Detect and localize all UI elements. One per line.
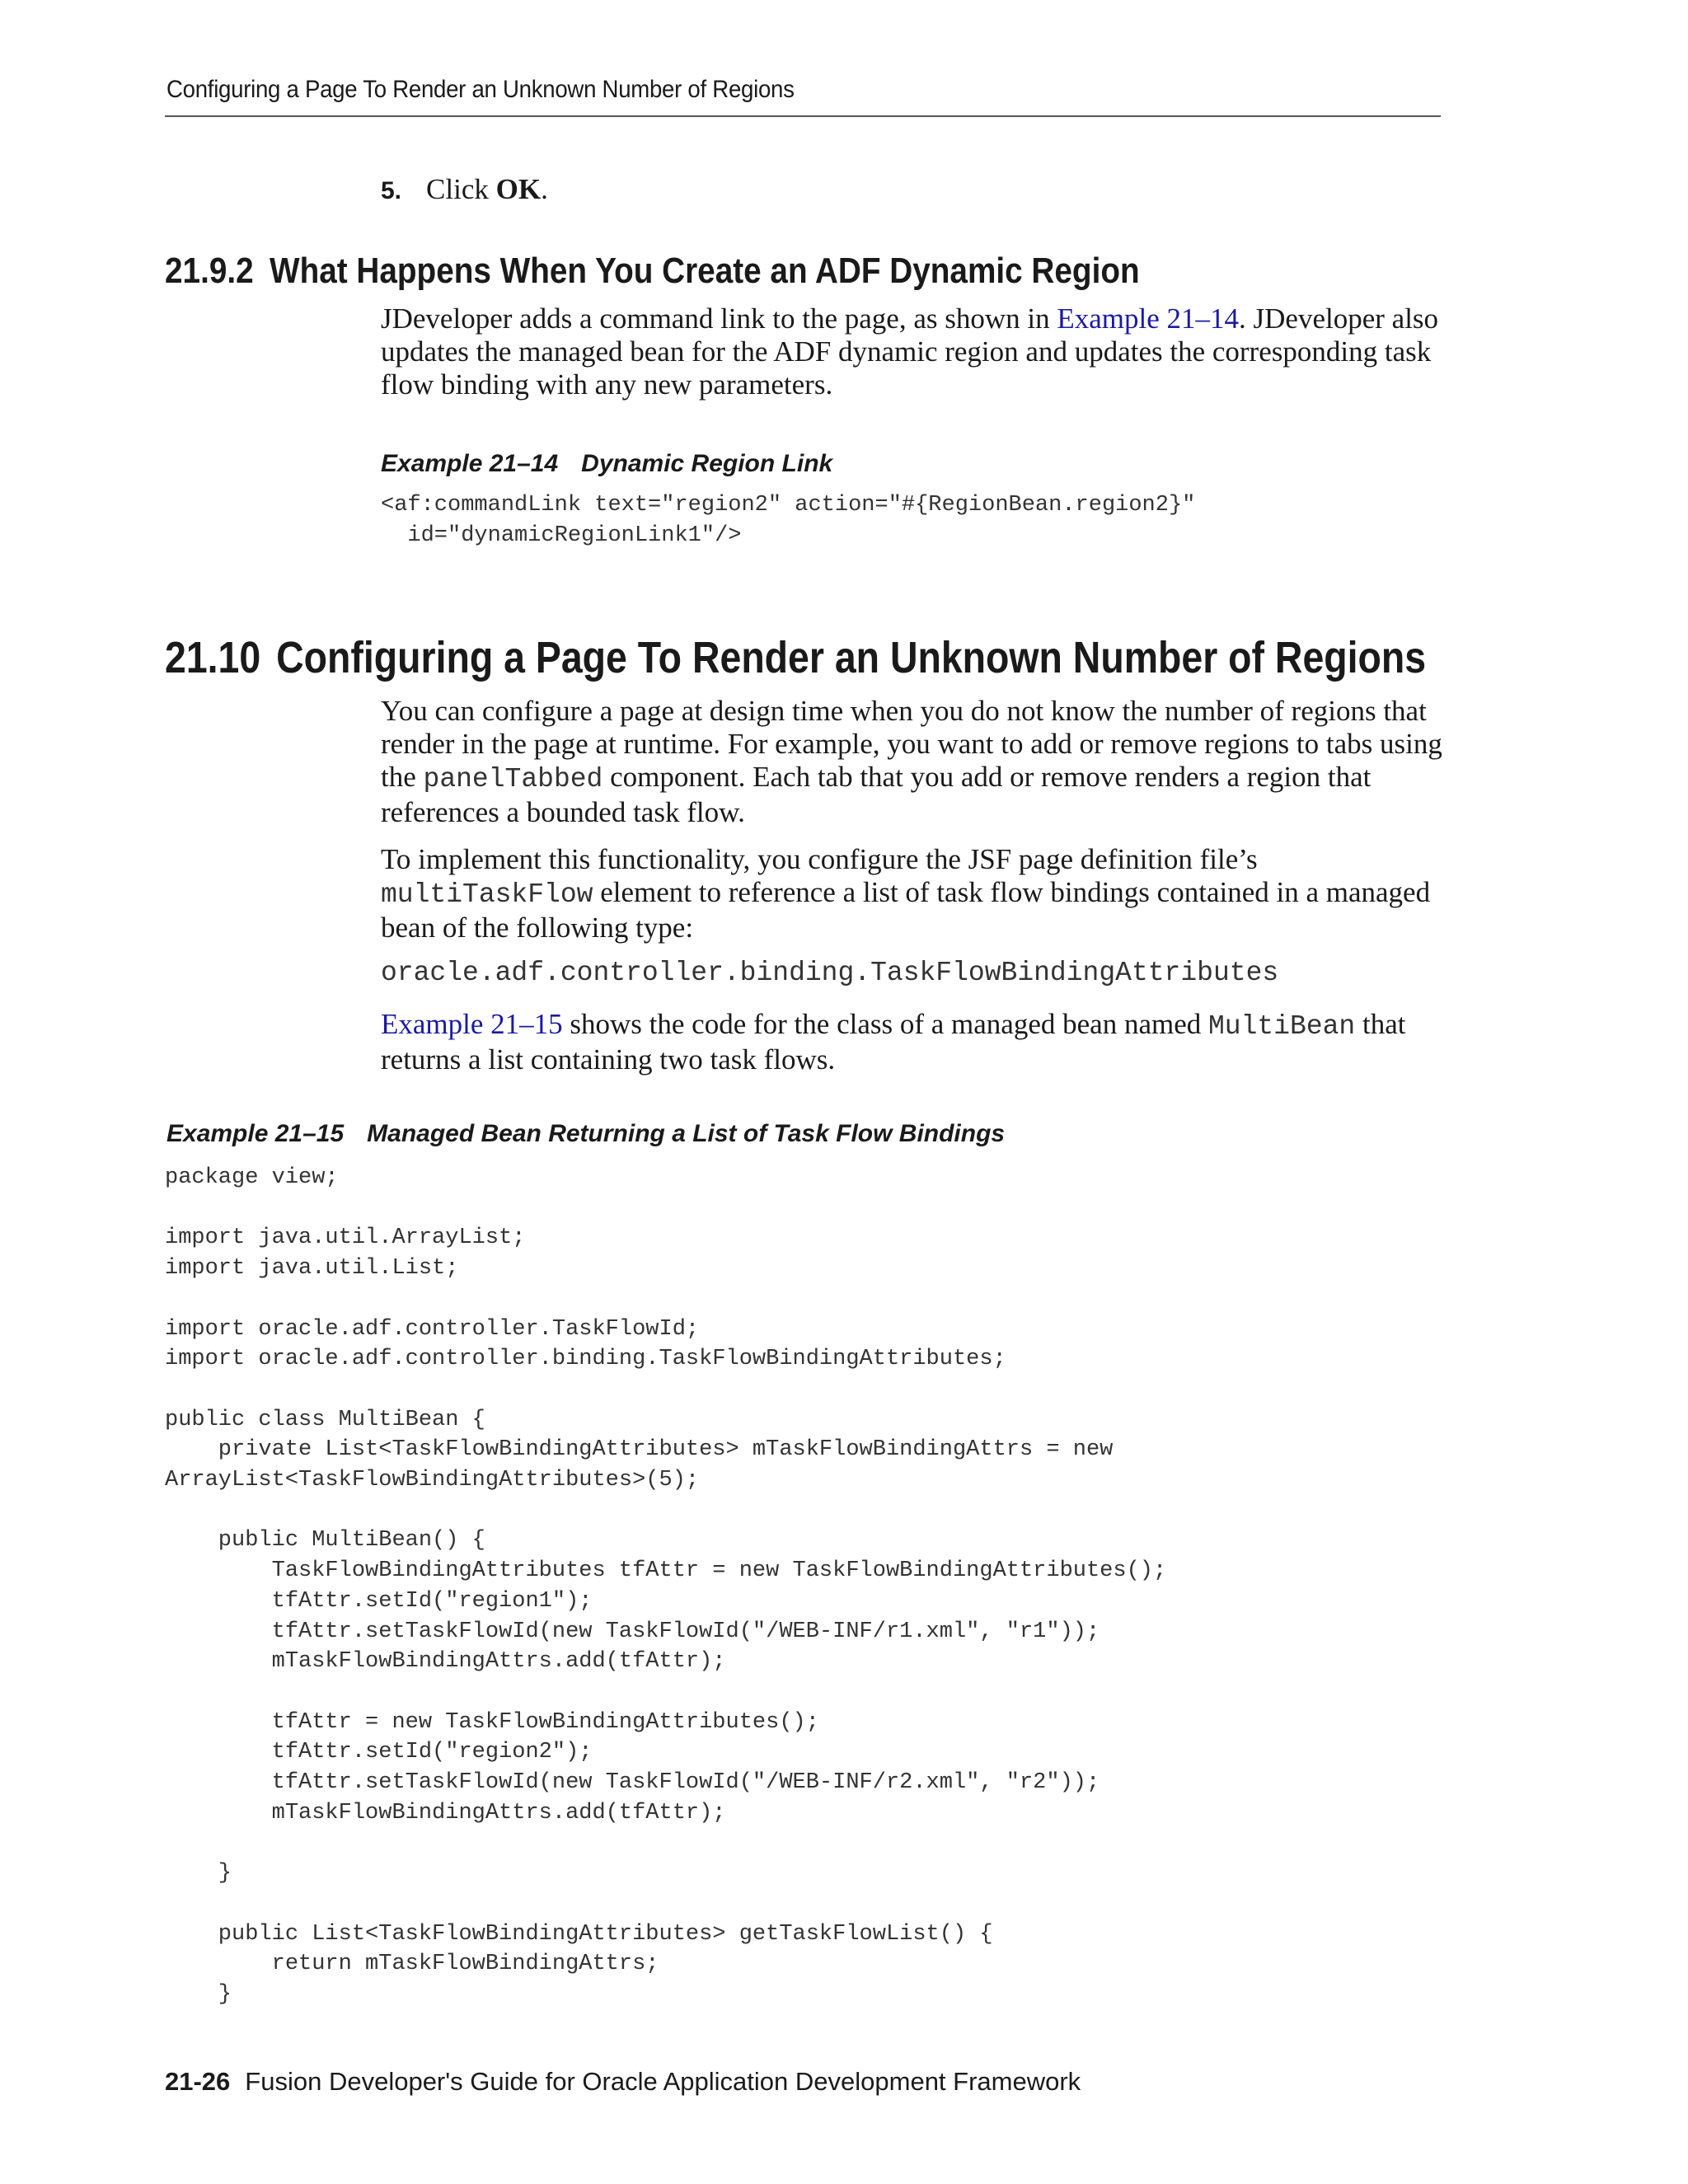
step-5 — [381, 173, 548, 206]
section-title: Configuring a Page To Render an Unknown Number of Regions — [276, 633, 1427, 682]
link-example-21-15[interactable]: Example 21–15 — [381, 1008, 563, 1040]
inline-code-paneltabbed: panelTabbed — [423, 764, 603, 794]
paragraph-dynamic-region — [381, 302, 1444, 401]
paragraph-text: element to reference a list of task flow bindings contained in a managed bean of the following type: — [381, 876, 1431, 944]
link-example-21-14[interactable]: Example 21–14 — [1057, 302, 1240, 335]
step-text-prefix: Click — [426, 173, 496, 205]
paragraph-text: You can configure a page at design time when you do not know the number of regions that render in the page at runtime. For example, you want to add or remove regions to tabs using the — [381, 695, 1442, 793]
step-number: 5. — [381, 177, 402, 204]
page-footer — [165, 2067, 1081, 2097]
step-bold-ok: OK — [495, 173, 542, 205]
example-label: Example 21–14 — [381, 450, 559, 477]
paragraph-text: component. Each tab that you add or remove renders a region that references a bounded task flow. — [381, 761, 1372, 828]
step-text-suffix: . — [541, 173, 548, 205]
example-caption-21-14 — [381, 450, 832, 478]
paragraph-example-ref — [381, 1008, 1444, 1076]
paragraph-text: shows the code for the class of a managed bean named — [562, 1008, 1208, 1040]
paragraph-text: . JDeveloper also updates the managed bean for the ADF dynamic region and updates the corresponding task flow binding with any new parameters. — [381, 302, 1439, 401]
paragraph-text: JDeveloper adds a command link to the page, as shown in — [381, 302, 1057, 335]
section-heading-21-9-2 — [165, 251, 1140, 292]
inline-code-multitaskflow: multiTaskFlow — [381, 879, 593, 910]
example-label: Example 21–15 — [166, 1120, 345, 1147]
section-number: 21.9.2 — [165, 251, 254, 291]
section-heading-21-10 — [165, 632, 1426, 683]
paragraph-text: To implement this functionality, you configure the JSF page definition file’s — [381, 843, 1258, 875]
book-title: Fusion Developer's Guide for Oracle Application Development Framework — [245, 2067, 1081, 2096]
header-rule — [165, 115, 1441, 117]
paragraph-text: that returns a list containing two task flows. — [381, 1008, 1406, 1076]
code-block-21-15: package view; import java.util.ArrayList; import java.util.List; import oracle.adf.controller.TaskFlowId; import oracle.adf.controller.binding.TaskFlowBindingAttributes; public class MultiBean { private List<TaskFlowBindingAttributes> mTaskFlowBindingAttrs = new ArrayList<TaskFlowBindingAttributes>(5); public MultiBean() { TaskFlowBindingAttributes tfAttr = new TaskFlowBindingAttributes(); tfAttr.setId("region1"); tfAttr.setTaskFlowId(new TaskFlowId("/WEB-INF/r1.xml", "r1")); mTaskFlowBindingAttrs.add(tfAttr); tfAttr = new TaskFlowBindingAttributes(); tfAttr.setId("region2"); tfAttr.setTaskFlowId(new TaskFlowId("/WEB-INF/r2.xml", "r2")); mTaskFlowBindingAttrs.add(tfAttr); } public List<TaskFlowBindingAttributes> getTaskFlowList() { return mTaskFlowBindingAttrs; } — [165, 1165, 1167, 2007]
example-title: Dynamic Region Link — [581, 450, 833, 477]
example-title: Managed Bean Returning a List of Task Flow Bindings — [367, 1120, 1006, 1147]
section-title: What Happens When You Create an ADF Dynamic Region — [270, 251, 1140, 291]
code-block-21-14: <af:commandLink text="region2" action="#{RegionBean.region2}" id="dynamicRegionLink1"/> — [381, 493, 1196, 548]
class-name-code: oracle.adf.controller.binding.TaskFlowBindingAttributes — [381, 958, 1279, 988]
example-caption-21-15 — [166, 1120, 1005, 1148]
section-number: 21.10 — [165, 633, 261, 682]
running-header: Configuring a Page To Render an Unknown Number of Regions — [166, 76, 795, 103]
paragraph-design-time — [381, 695, 1444, 829]
page-number: 21-26 — [165, 2067, 231, 2096]
paragraph-implement — [381, 843, 1444, 944]
inline-code-multibean: MultiBean — [1208, 1011, 1356, 1042]
